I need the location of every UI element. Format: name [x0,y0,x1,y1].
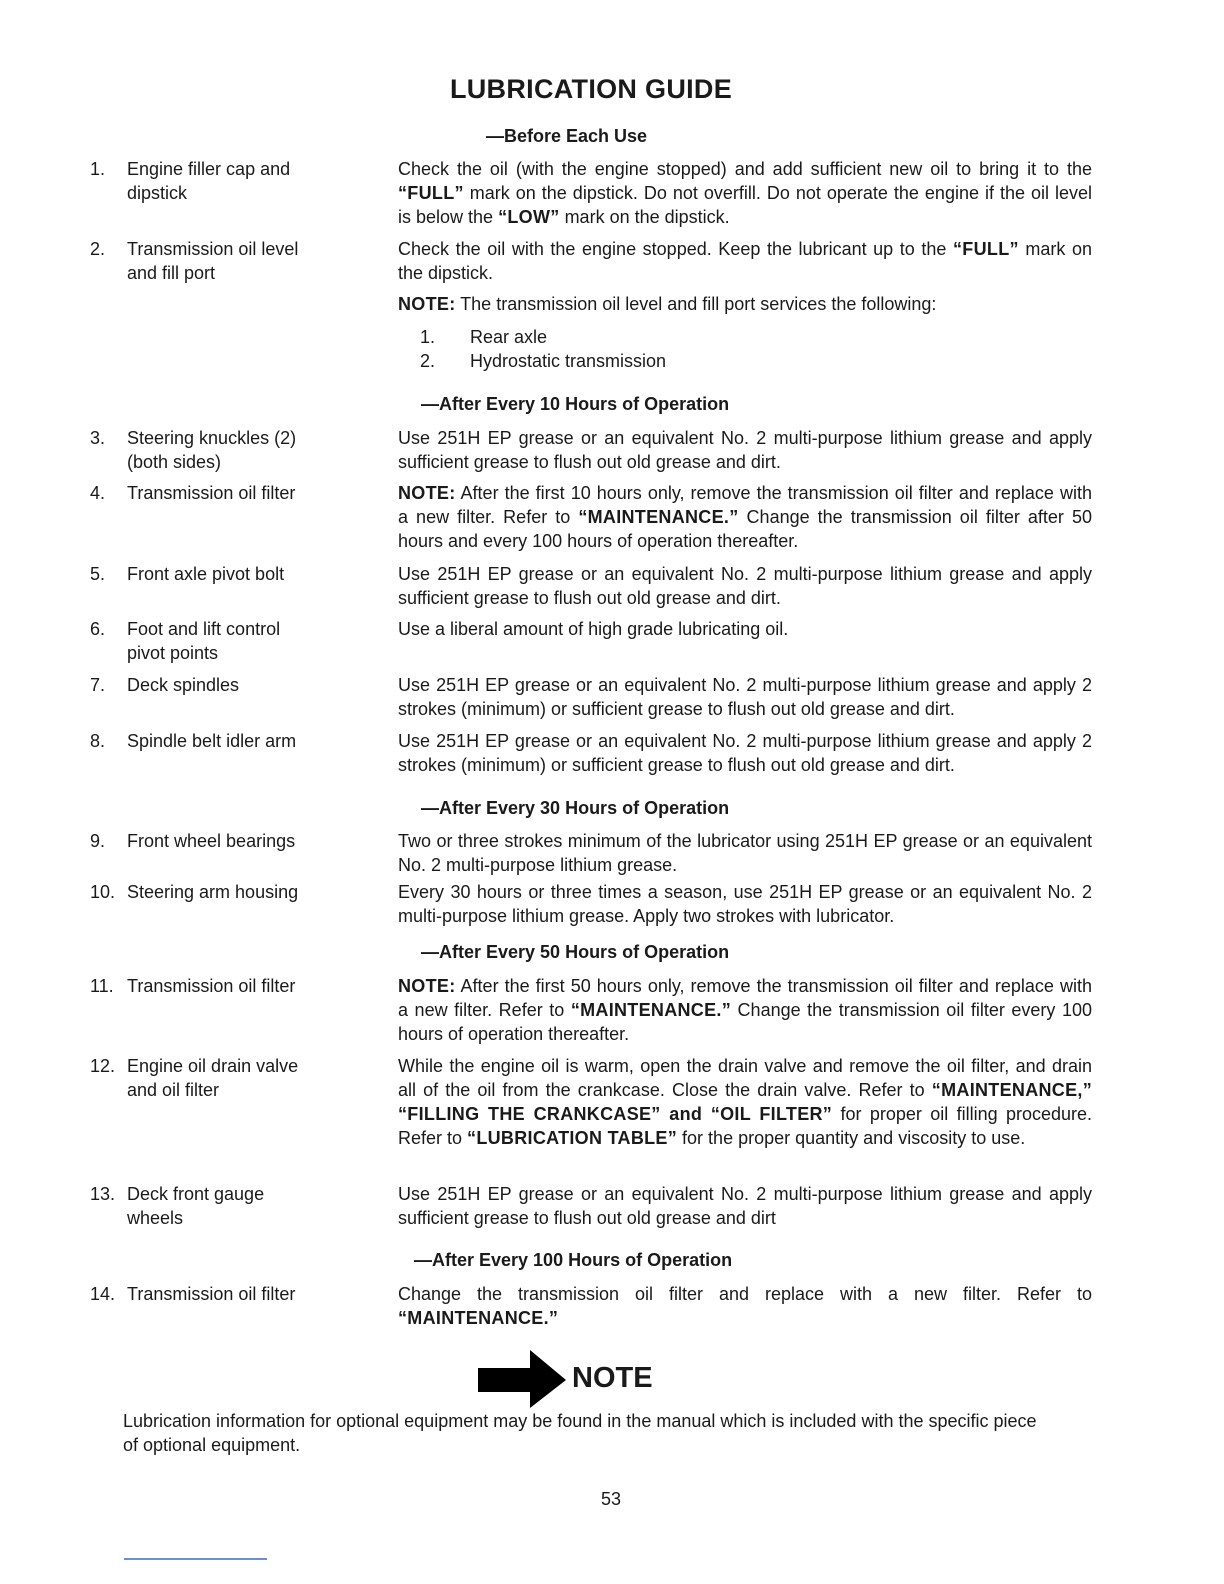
item-number: 4. [90,483,106,503]
item-label: Transmission oil filter [127,976,296,996]
footer-note: Lubrication information for optional equipment may be found in the manual which is included with the specific piece of optional equipment. [123,1411,1037,1455]
section-heading-30-hours: —After Every 30 Hours of Operation [421,798,730,818]
item-description: Use a liberal amount of high grade lubricating oil. [398,619,789,639]
sub-item-number: 2. [420,351,436,371]
section-heading-10-hours: —After Every 10 Hours of Operation [421,394,730,414]
item-label: Transmission oil filter [127,1284,296,1304]
item-description: Use 251H EP grease or an equivalent No. 2 multi-purpose lithium grease and apply sufficient grease to flush out old grease and dirt. [398,428,1092,472]
item-number: 8. [90,731,106,751]
item-label: Transmission oil level and fill port [127,239,299,283]
item-label: Steering arm housing [127,882,299,902]
note-paragraph: NOTE: The transmission oil level and fill port services the following: [398,294,937,314]
page-title: LUBRICATION GUIDE [449,74,733,104]
item-label: Engine oil drain valve and oil filter [127,1056,299,1100]
item-description: Check the oil with the engine stopped. Keep the lubricant up to the “FULL” mark on the dipstick. [398,239,1092,283]
item-number: 7. [90,675,106,695]
section-heading-50-hours: —After Every 50 Hours of Operation [421,942,730,962]
item-number: 12. [90,1056,116,1076]
item-label: Transmission oil filter [127,483,296,503]
sub-item-text: Hydrostatic transmission [470,351,667,371]
item-label: Deck front gauge wheels [127,1184,265,1228]
section-heading-before-each-use: —Before Each Use [486,126,648,146]
sub-item-text: Rear axle [470,327,548,347]
item-label: Engine filler cap and dipstick [127,159,291,203]
item-description: Use 251H EP grease or an equivalent No. 2 multi-purpose lithium grease and apply sufficient grease to flush out old grease and dirt [398,1184,1092,1228]
item-number: 2. [90,239,106,259]
divider-line [124,1558,267,1560]
item-description: Check the oil (with the engine stopped) and add sufficient new oil to bring it to the “FULL” mark on the dipstick. Do not overfill. Do not operate the engine if the oil level is below the “LOW” mark on the dipstick. [398,159,1092,227]
item-number: 9. [90,831,106,851]
item-number: 10. [90,882,116,902]
item-description: Change the transmission oil filter and replace with a new filter. Refer to “MAINTENANCE.” [398,1284,1092,1328]
item-number: 6. [90,619,106,639]
item-description: Use 251H EP grease or an equivalent No. 2 multi-purpose lithium grease and apply 2 strokes (minimum) or sufficient grease to flush out old grease and dirt. [398,675,1092,719]
item-description: Use 251H EP grease or an equivalent No. 2 multi-purpose lithium grease and apply 2 strokes (minimum) or sufficient grease to flush out old grease and dirt. [398,731,1092,775]
item-description: NOTE: After the first 50 hours only, remove the transmission oil filter and replace with a new filter. Refer to “MAINTENANCE.” Change the transmission oil filter every 100 hours of operation thereafter. [398,976,1092,1044]
item-number: 14. [90,1284,116,1304]
item-label: Front wheel bearings [127,831,296,851]
item-number: 13. [90,1184,116,1204]
item-label: Steering knuckles (2) (both sides) [127,428,297,472]
item-label: Spindle belt idler arm [127,731,297,751]
item-description: While the engine oil is warm, open the drain valve and remove the oil filter, and drain all of the oil from the crankcase. Close the drain valve. Refer to “MAINTENANCE,” “FILLING THE CRANKCASE” and “OIL FILTER” for proper oil filling procedure. Refer to “LUBRICATION TABLE” for the proper quantity and viscosity to use. [398,1056,1093,1148]
item-description: Two or three strokes minimum of the lubricator using 251H EP grease or an equivalent No. 2 multi-purpose lithium grease. [398,831,1092,875]
item-label: Front axle pivot bolt [127,564,285,584]
item-label: Deck spindles [127,675,240,695]
item-number: 5. [90,564,106,584]
page-number: 53 [600,1489,622,1509]
section-heading-100-hours: —After Every 100 Hours of Operation [414,1250,733,1270]
item-number: 11. [90,976,114,996]
item-number: 1. [90,159,106,179]
note-heading: NOTE [572,1362,653,1394]
item-label: Foot and lift control pivot points [127,619,281,663]
item-description: NOTE: After the first 10 hours only, remove the transmission oil filter and replace with a new filter. Refer to “MAINTENANCE.” Change the transmission oil filter after 50 hours and every 100 hours of operation thereafter. [398,483,1092,551]
item-description: Use 251H EP grease or an equivalent No. 2 multi-purpose lithium grease and apply sufficient grease to flush out old grease and dirt. [398,564,1092,608]
sub-item-number: 1. [420,327,436,347]
item-description: Every 30 hours or three times a season, use 251H EP grease or an equivalent No. 2 multi-purpose lithium grease. Apply two strokes with lubricator. [398,882,1092,926]
arrow-right-icon [478,1350,566,1413]
item-number: 3. [90,428,106,448]
